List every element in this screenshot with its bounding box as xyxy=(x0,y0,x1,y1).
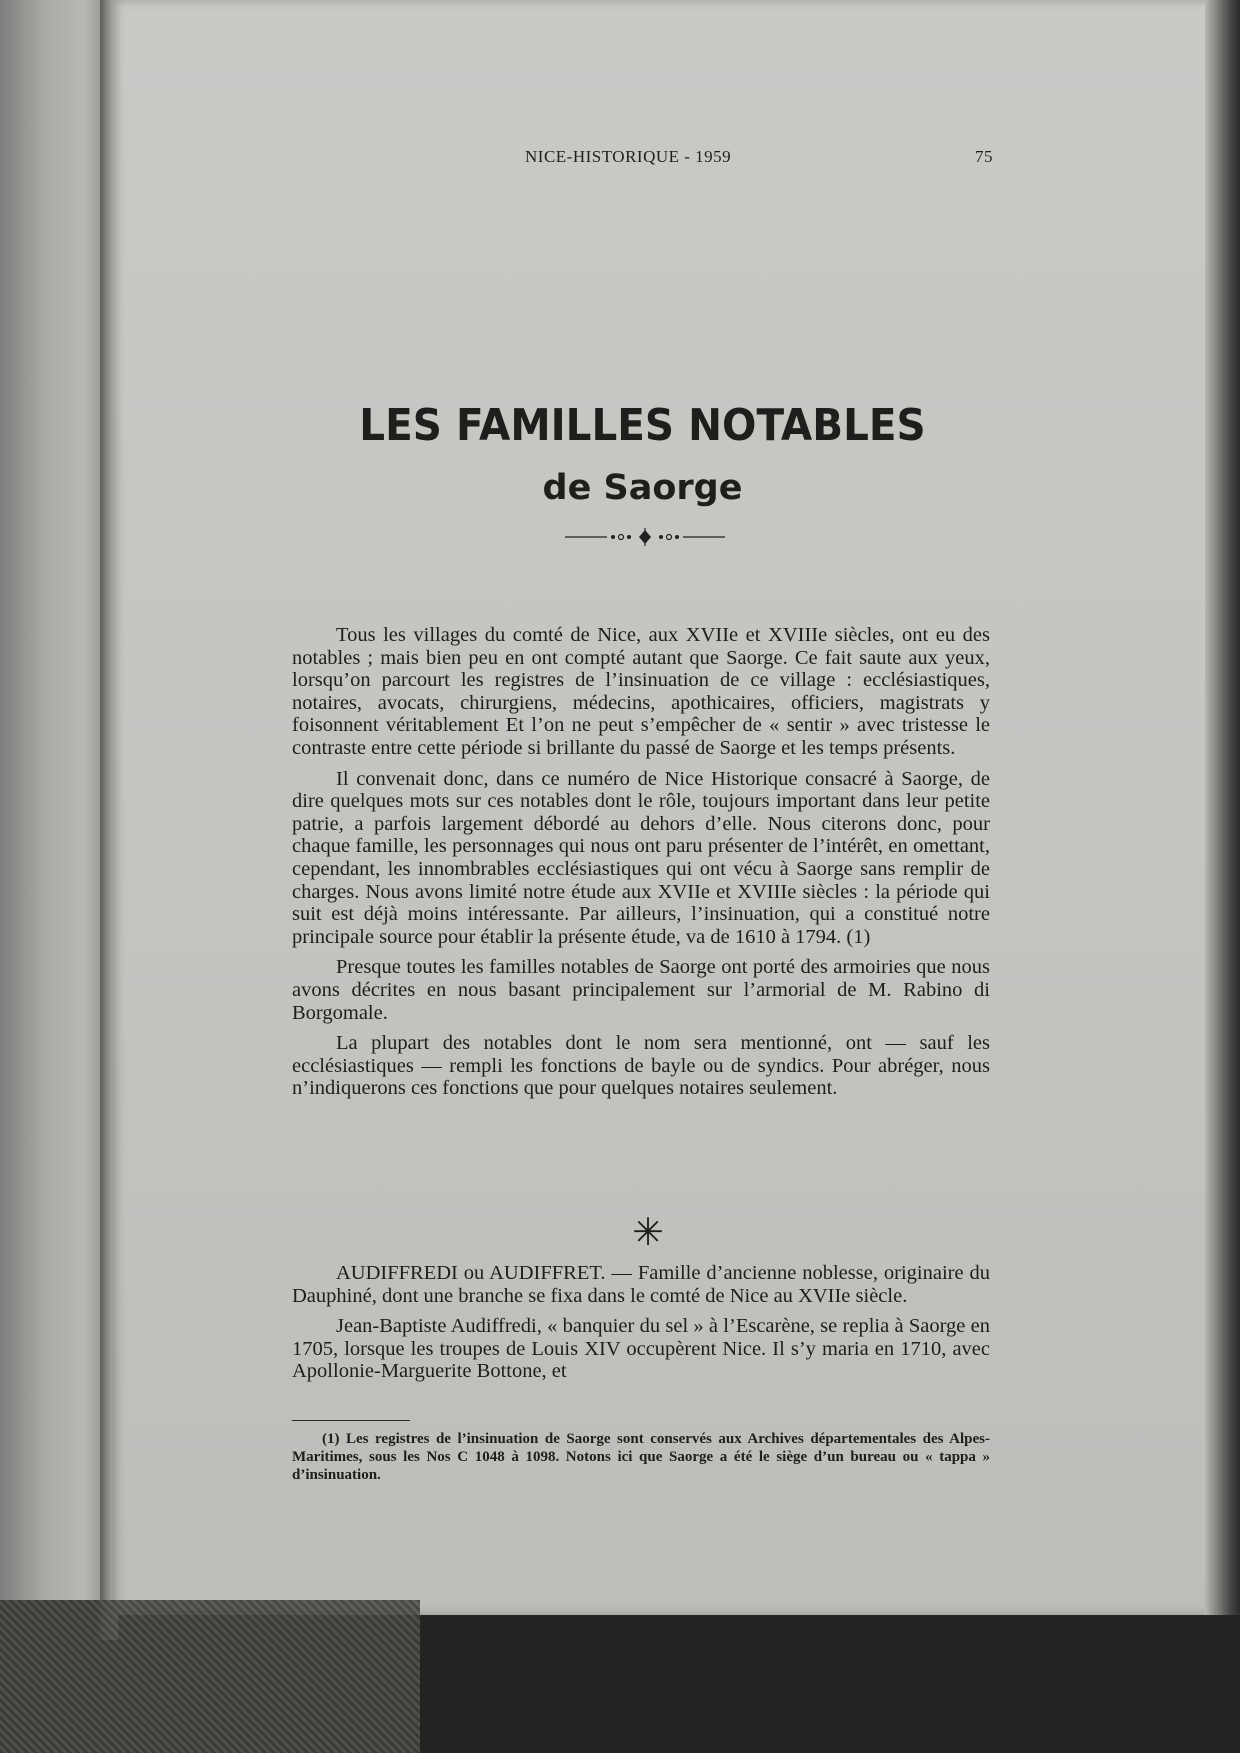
page-edge-shadow xyxy=(1205,0,1240,1640)
intro-text xyxy=(292,624,990,1108)
paragraph: Jean-Baptiste Audiffredi, « banquier du sel » à l’Escarène, se replia à Saorge en 1705, lorsque les troupes de Louis XIV occupèrent Nice. Il s’y maria en 1710, avec Apollonie-Marguerite Bottone, et xyxy=(292,1315,990,1383)
page-number: 75 xyxy=(975,147,993,166)
fabric-background xyxy=(0,1600,420,1753)
dark-background xyxy=(420,1615,1240,1753)
ornament-divider xyxy=(565,527,725,547)
footnote xyxy=(292,1430,990,1484)
section-separator: ✳ xyxy=(632,1210,664,1254)
article-subtitle: de Saorge xyxy=(542,468,743,508)
paragraph: Il convenait donc, dans ce numéro de Nice Historique consacré à Saorge, de dire quelques mots sur ces notables dont le rôle, toujours important dans leur petite patrie, a parfois largement débordé au dehors d’elle. Nous citerons donc, pour chaque famille, les personnages qui nous ont paru présenter de l’intérêt, en omettant, cependant, les innombrables ecclésiastiques qui ont vécu à Saorge sans remplir de charges. Nous avons limité notre étude aux XVIIe et XVIIIe siècles : la période qui suit est déjà moins intéressante. Par ailleurs, l’insinuation, qui a constitué notre principale source pour établir la présente étude, va de 1610 à 1794. (1) xyxy=(292,767,990,948)
footnote-text: (1) Les registres de l’insinuation de Saorge sont conservés aux Archives départementales des Alpes-Maritimes, sous les Nos C 1048 à 1098. Notons ici que Saorge a été le siège d’un bureau ou « tappa » d’insinuation. xyxy=(292,1431,990,1483)
family-entry-text xyxy=(292,1262,990,1391)
article-title: LES FAMILLES NOTABLES xyxy=(359,400,926,451)
paragraph: AUDIFFREDI ou AUDIFFRET. — Famille d’ancienne noblesse, originaire du Dauphiné, dont une branche se fixa dans le comté de Nice au XVIIe siècle. xyxy=(292,1262,990,1307)
running-title: NICE-HISTORIQUE - 1959 xyxy=(525,147,732,166)
paragraph: Presque toutes les familles notables de Saorge ont porté des armoiries que nous avons décrites en nous basant principalement sur l’armorial de M. Rabino di Borgomale. xyxy=(292,956,990,1024)
running-head xyxy=(0,147,1240,171)
paragraph: Tous les villages du comté de Nice, aux XVIIe et XVIIIe siècles, ont eu des notables ; mais bien peu en ont compté autant que Saorge. Ce fait saute aux yeux, lorsqu’on parcourt les registres de l’insinuation de ce village : ecclésiastiques, notaires, avocats, chirurgiens, médecins, apothicaires, officiers, magistrats y foisonnent véritablement Et l’on ne peut s’empêcher de « sentir » avec tristesse le contraste entre cette période si brillante du passé de Saorge et les temps présents. xyxy=(292,624,990,759)
paragraph: La plupart des notables dont le nom sera mentionné, ont — sauf les ecclésiastiques — rempli les fonctions de bayle ou de syndics. Pour abréger, nous n’indiquerons ces fonctions que pour quelques notaires seulement. xyxy=(292,1032,990,1100)
facing-page xyxy=(0,0,112,1600)
footnote-rule xyxy=(292,1420,410,1421)
